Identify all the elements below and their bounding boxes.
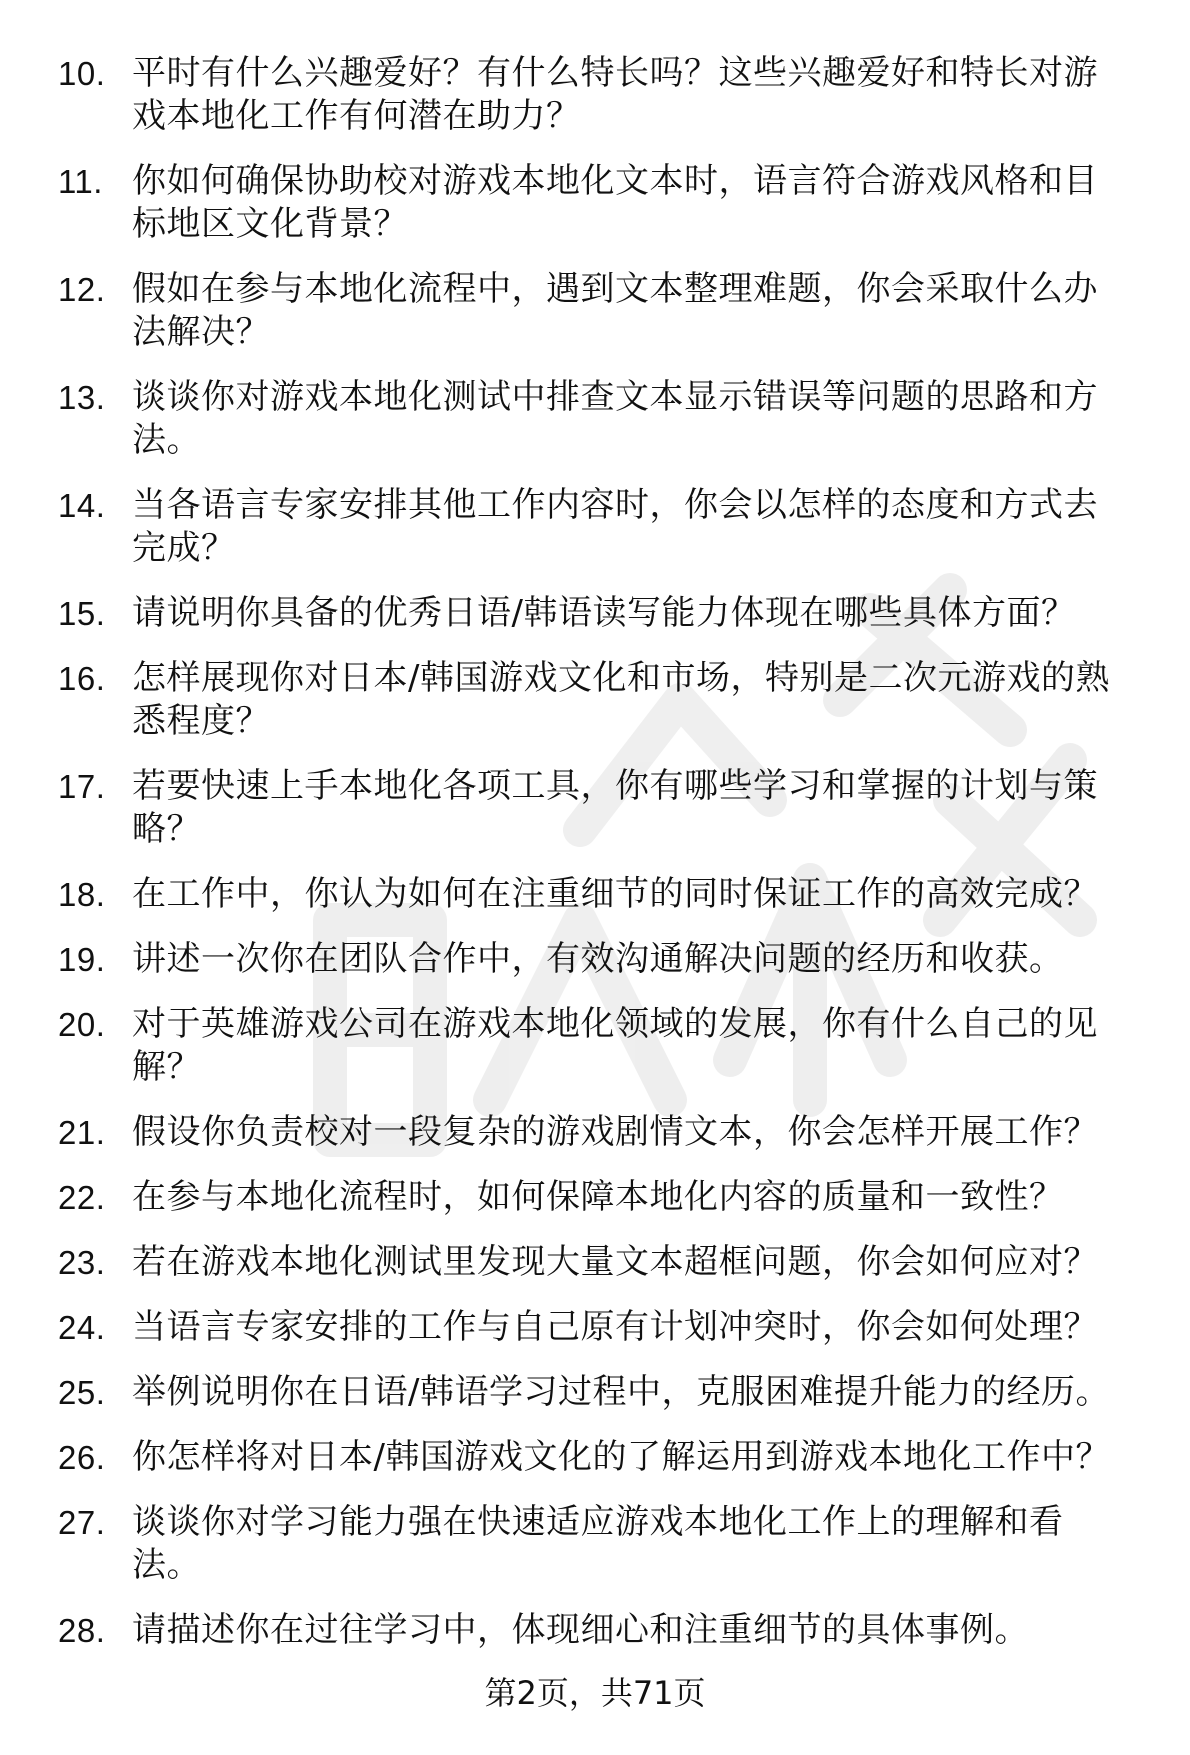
question-number: 28. (58, 1612, 106, 1649)
question-number: 16. (58, 660, 106, 697)
question-text: 若在游戏本地化测试里发现大量文本超框问题，你会如何应对？ (132, 1242, 1098, 1282)
question-text: 平时有什么兴趣爱好？有什么特长吗？这些兴趣爱好和特长对游戏本地化工作有何潜在助力？ (132, 53, 1098, 136)
question-item-10 (58, 52, 1158, 138)
question-text: 对于英雄游戏公司在游戏本地化领域的发展，你有什么自己的见解？ (132, 1004, 1098, 1087)
question-text: 请描述你在过往学习中，体现细心和注重细节的具体事例。 (132, 1610, 1029, 1650)
question-text: 假如在参与本地化流程中，遇到文本整理难题，你会采取什么办法解决？ (132, 269, 1098, 352)
question-item-14 (58, 484, 1158, 570)
question-number: 13. (58, 379, 106, 416)
question-text: 在参与本地化流程时，如何保障本地化内容的质量和一致性？ (132, 1177, 1064, 1217)
question-number: 27. (58, 1504, 106, 1541)
page-number-label: 第2页，共71页 (484, 1674, 706, 1712)
question-item-26 (58, 1436, 1158, 1479)
question-text: 谈谈你对游戏本地化测试中排查文本显示错误等问题的思路和方法。 (132, 377, 1098, 460)
question-text: 若要快速上手本地化各项工具，你有哪些学习和掌握的计划与策略？ (132, 766, 1098, 849)
question-text: 谈谈你对学习能力强在快速适应游戏本地化工作上的理解和看法。 (132, 1502, 1064, 1585)
question-text: 你怎样将对日本/韩国游戏文化的了解运用到游戏本地化工作中？ (132, 1437, 1110, 1477)
question-number: 26. (58, 1439, 106, 1476)
question-item-21 (58, 1111, 1158, 1154)
question-item-18 (58, 873, 1158, 916)
question-item-13 (58, 376, 1158, 462)
question-item-16 (58, 657, 1158, 743)
question-item-11 (58, 160, 1158, 246)
question-item-12 (58, 268, 1158, 354)
question-item-27 (58, 1501, 1158, 1587)
question-number: 12. (58, 271, 106, 308)
question-number: 20. (58, 1006, 106, 1043)
question-text: 当语言专家安排的工作与自己原有计划冲突时，你会如何处理？ (132, 1307, 1098, 1347)
question-number: 15. (58, 595, 106, 632)
question-text: 请说明你具备的优秀日语/韩语读写能力体现在哪些具体方面？ (132, 593, 1076, 633)
question-text: 假设你负责校对一段复杂的游戏剧情文本，你会怎样开展工作？ (132, 1112, 1098, 1152)
question-number: 25. (58, 1374, 106, 1411)
question-number: 21. (58, 1114, 106, 1151)
question-text: 怎样展现你对日本/韩国游戏文化和市场，特别是二次元游戏的熟悉程度？ (132, 658, 1110, 741)
question-item-22 (58, 1176, 1158, 1219)
question-text: 当各语言专家安排其他工作内容时，你会以怎样的态度和方式去完成？ (132, 485, 1098, 568)
question-item-15 (58, 592, 1158, 635)
question-number: 18. (58, 876, 106, 913)
question-item-19 (58, 938, 1158, 981)
question-list (58, 52, 1158, 1674)
question-number: 24. (58, 1309, 106, 1346)
question-item-20 (58, 1003, 1158, 1089)
question-item-24 (58, 1306, 1158, 1349)
question-number: 23. (58, 1244, 106, 1281)
question-number: 10. (58, 55, 106, 92)
question-item-23 (58, 1241, 1158, 1284)
question-text: 在工作中，你认为如何在注重细节的同时保证工作的高效完成？ (132, 874, 1098, 914)
question-item-28 (58, 1609, 1158, 1652)
question-number: 14. (58, 487, 106, 524)
question-number: 17. (58, 768, 106, 805)
question-item-17 (58, 765, 1158, 851)
question-number: 11. (58, 163, 103, 200)
question-item-25 (58, 1371, 1158, 1414)
question-text: 讲述一次你在团队合作中，有效沟通解决问题的经历和收获。 (132, 939, 1064, 979)
question-text: 你如何确保协助校对游戏本地化文本时，语言符合游戏风格和目标地区文化背景？ (132, 161, 1098, 244)
question-number: 19. (58, 941, 106, 978)
question-number: 22. (58, 1179, 106, 1216)
question-text: 举例说明你在日语/韩语学习过程中，克服困难提升能力的经历。 (132, 1372, 1110, 1412)
page-footer (0, 1673, 1190, 1713)
